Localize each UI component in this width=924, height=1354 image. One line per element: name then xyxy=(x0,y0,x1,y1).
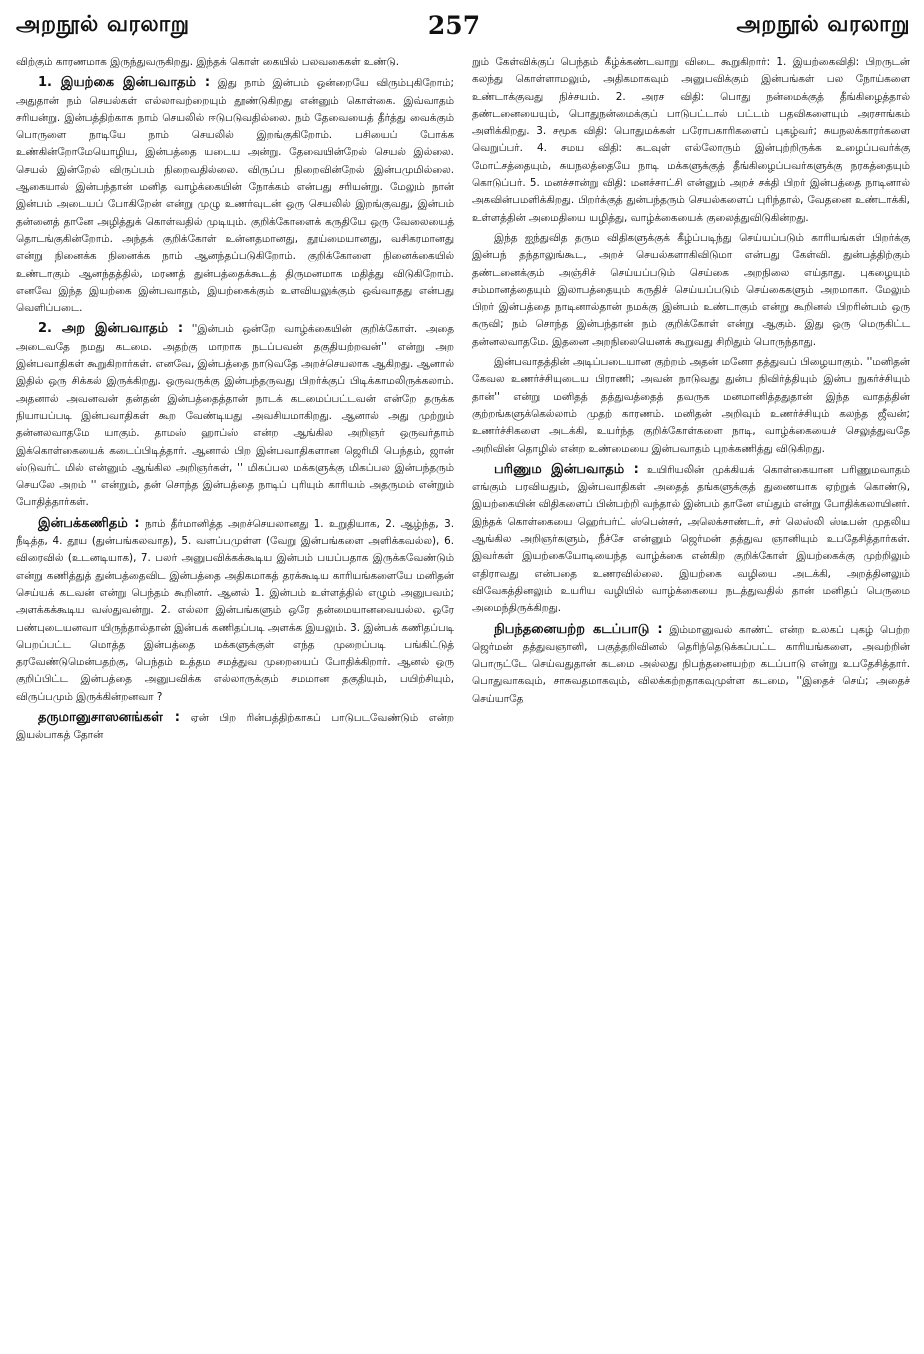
paragraph xyxy=(16,320,454,511)
text-columns xyxy=(16,54,910,748)
paragraph-text: ''இன்பம் ஒன்றே வாழ்க்கையின் குறிக்கோள். அதை அடைவதே நமது கடமை. அதற்கு மாறாக நடப்பவன் தகுதியற்றவன்'' என்று அற இன்பவாதிகள் கூறுகிறார்கள். எனவே, இன்பத்தை நாடுவதே அறச்செயலாக ஆகிறது. ஆனால் இதில் ஒரு சிக்கல் இருக்கிறது. ஒருவருக்கு இன்பந்தருவது பிறர்க்குப் பிடிக்காமலிருக்கலாம். அதனால் அவனவன் தன்தன் இன்பத்தைத்தான் நாடக் கடமைப்பட்டவன் என்றே தருக்க நியாயப்படி இன்பவாதிகள் கூற வேண்டியது அவசியமாகிறது. ஆனால் அது முற்றும் தன்னலவாதமே யாகும். தாமஸ் ஹாப்ஸ் என்ற ஆங்கில அறிஞர் ஒருவர்தாம் இக்கொள்கையைக் கடைப்பிடித்தார். ஆனால் பிற இன்பவாதிகளான ஜெரிமி பெந்தம், ஜான் ஸ்டுவர்ட் மில் என்னும் ஆங்கில அறிஞர்கள், '' மிகப்பல மக்களுக்கு மிகப்பல இன்பந்தரும் செயலே அறம் '' என்றும், தன் சொந்த இன்பத்தை நாடிப் புரியும் காரியம் அதருமம் என்றும் போதித்தார்கள். xyxy=(16,323,454,509)
running-title-left: அறநூல் வரலாறு xyxy=(16,12,190,37)
paragraph xyxy=(472,461,910,618)
section-heading: 1. இயற்கை இன்பவாதம் : xyxy=(38,75,211,91)
left-column xyxy=(16,54,454,748)
paragraph xyxy=(16,709,454,745)
paragraph: றும் கேள்விக்குப் பெந்தம் கீழ்க்கண்டவாறு விடை கூறுகிறார்: 1. இயற்கைவிதி: பிறருடன் கலந்து கொள்ளாமலும், அதிகமாகவும் அனுபவிக்கும் இன்பங்கள் பல நோய்களை உண்டாக்குவது நிச்சயம். 2. அரச விதி: பொது நன்மைக்குத் தீங்கிழைத்தால் தண்டனையையும், பொதுநன்மைக்குப் பாடுபட்டால் பட்டம் பதவிகளையும் அரசாங்கம் அளிக்கிறது. 3. சமூக விதி: பொதுமக்கள் பரோபகாரிகளைப் புகழ்வர்; சுயநலக்காரர்களை வெறுப்பர். 4. சமய விதி: கடவுள் எல்லோரும் இன்புற்றிருக்க உழைப்பவர்க்கு மோட்சத்தையும், சுயநலத்தையே நாடி மக்களுக்குத் தீங்கிழைப்பவர்களுக்கு நரகத்தையும் கொடுப்பர். 5. மனச்சான்று விதி: மனச்சாட்சி என்னும் அறச் சக்தி பிறர் இன்பத்தை நாடினால் அகவின்பமளிக்கிறது. பிறர்க்குத் துன்பந்தரும் செயல்களைப் புரிந்தால், வேதனை உண்டாக்கி, உள்ளத்தின் அமைதியை யழித்து, வாழ்க்கையைக் குலைத்துவிடுகின்றது. xyxy=(472,56,910,224)
paragraph: இந்த ஐந்துவித தரும விதிகளுக்குக் கீழ்ப்படிந்து செய்யப்படும் காரியங்கள் பிறர்க்கு இன்பந் தந்தாலுங்கூட, அறச் செயல்களாகிவிடுமா என்பது கேள்வி. துன்பத்திற்கும் தண்டனைக்கும் அஞ்சிச் செய்யப்படும் செய்கை அறநிலை எய்தாது. புகழையும் சம்மானத்தையும் இலாபத்தையும் கருதிச் செய்யப்படும் செய்கைகளும் அறமாகா. மேலும் பிறர் இன்பத்தை நாடினால்தான் நமக்கு இன்பம் உண்டாகும் என்று கூறினல் பிறரின்பம் ஒரு கருவி; நம் சொந்த இன்பந்தான் நம் குறிக்கோள் என்று ஆகும். இது ஒரு மெருகிட்ட தன்னலவாதமே. இதனை அறநிலையெனக் கூறுவது சிறிதும் பொருந்தாது. xyxy=(472,231,910,348)
section-heading: நிபந்தனையற்ற கடப்பாடு : xyxy=(494,621,663,637)
paragraph xyxy=(16,515,454,706)
paragraph-text: நாம் தீர்மானித்த அறச்செயலானது 1. உறுதியாக, 2. ஆழ்ந்த, 3. நீடித்த, 4. தூய (துன்பங்கலவாத), 5. வளப்பமுள்ள (வேறு இன்பங்களை அளிக்கவல்ல), 6. விரைவில் (உடனடியாக), 7. பலர் அனுபவிக்கக்கூடிய இன்பம் பயப்பதாக இருக்கவேண்டும் என்று கணித்துத் துன்பத்தைவிட இன்பத்தை அதிகமாகத் தரக்கூடிய காரியங்களையே மனிதன் செய்யக் கடவன் என்று பெந்தம் கூறினர். ஆனல் 1. இன்பம் உள்ளத்தில் எழும் அனுபவம்; அளக்கக்கூடிய வஸ்துவன்று. 2. எல்லா இன்பங்களும் ஒரே தன்மையானவையல்ல. ஒரே பண்புடையனவா யிருந்தால்தான் இன்பக் கணிதப்படி அளக்க இயலும். 3. இன்பக் கணிதப்படி பெறப்பட்ட மொத்த இன்பத்தை மக்களுக்குள் எந்த முறைப்படி பங்கிட்டுத் தரவேண்டுமென்பதற்கு, பெந்தம் உத்தம சமத்துவ முறையைப் போதிக்கிறார். ஆனல் ஒரு குறிப்பிட்ட இன்பத்தை அனுபவிக்க எல்லாருக்கும் சமமான தகுதியும், பயிற்சியும், விருப்பமும் இருக்கின்றனவா ? xyxy=(16,517,455,703)
paragraph: விற்கும் காரணமாக இருந்துவருகிறது. இந்தக் கொள் கையில் பலவகைகள் உண்டு. xyxy=(16,56,400,68)
right-column xyxy=(472,54,910,748)
paragraph-text: இது நாம் இன்பம் ஒன்றையே விரும்புகிறோம்; அதுதான் நம் செயல்கள் எல்லாவற்றையும் தூண்டுகிறது என்னும் கொள்கை. இவ்வாதம் சரியன்று. இன்பத்திற்காக நாம் செயலில் ஈடுபடுவதில்லை. நம் தேவையைத் தீர்த்து வைக்கும் பொருளை நாடியே நாம் செயலில் இறங்குகிறோம். பசியைப் போக்க உண்கின்றோமேயொழிய, இன்பத்தை யடைய அன்று. தேவையின்றேல் செயல் இல்லை. செயல் இன்றேல் விருப்பம் நிறைவதில்லை. விருப்ப நிறைவின்றேல் இன்பமுமில்லை. ஆகையால் இன்பந்தான் மனித வாழ்க்கையின் நோக்கம் என்பது சரியன்று. மேலும் நான் இன்பம் அடையப் போகிறேன் என்று முழு உணர்வுடன் ஒரு செயலில் இறங்குவது, இன்பம் தன்னைத் தானே அழித்துக் கொள்வதில் முடியும். குறிக்கோளைக் கருதியே ஒரு வேலையைத் தொடங்குகின்றோம். அந்தக் குறிக்கோள் உன்னதமானது, தூய்மையானது, வசிகரமானது என்று நினைக்க நினைக்க நாம் ஆனந்தப்படுகிறோம். குறிக்கோளை நினைக்கையில் உண்டாகும் ஆனந்தத்தில், மரணத் துன்பத்தைக்கூடத் திருமனமாக மதித்து விடுகிறோம். எனவே இந்த இயற்கை இன்பவாதம், இயற்கைக்கும் உளவியலுக்கும் ஒவ்வாதது என்பது வெளிப்படை. xyxy=(16,77,454,315)
paragraph-text: இம்மானுவல் காண்ட் என்ற உலகப் புகழ் பெற்ற ஜெர்மன் தத்துவஞானி, பகுத்தறிவினல் தெரிந்தெடுக்கப்பட்ட காரியங்களை, அவற்றின் பொருட்டே செய்வதுதான் கடமை அல்லது நிபந்தனையற்ற கடப்பாடு என்று உபதேசித்தார். பொதுவாகவும், சாசுவதமாகவும், விலக்கற்றதாகவுமுள்ள கடமை, ''இதைச் செய்; அதைச் செய்யாதே xyxy=(472,623,910,705)
page-header xyxy=(16,6,910,40)
section-heading: தருமானுசாஸனங்கள் : xyxy=(38,709,180,725)
paragraph xyxy=(16,74,454,317)
paragraph: இன்பவாதத்தின் அடிப்படையான குற்றம் அதன் மனோ தத்துவப் பிழையாகும். ''மனிதன் கேவல உணர்ச்சியுடைய பிராணி; அவன் நாடுவது துன்ப நிவிர்த்தியும் இன்ப நுகர்ச்சியும் தான்'' என்று மனிதத் தத்துவத்தைத் தவருக மனமானித்ததுதான் இந்த வாதத்தின் குற்றங்களுக்கெல்லாம் முதற் காரணம். மனிதன் அறிவும் உணர்ச்சியும் கலந்த ஜீவன்; உணர்ச்சிகளை அடக்கி, உயர்ந்த குறிக்கோள்களை நாடி, வாழ்க்கையைச் செலுத்துவதே அறிவின் தொழில் என்ற உண்மையை இன்பவாதம் புறக்கணித்து விடுகிறது. xyxy=(472,356,910,455)
section-heading: இன்பக்கணிதம் : xyxy=(38,515,140,531)
paragraph-text: ஏன் பிற ரின்பத்திற்காகப் பாடுபடவேண்டும் என்ற இயல்பாகத் தோன் xyxy=(16,711,454,742)
paragraph-text: உயிரியலின் முக்கியக் கொள்கையான பரிணுமவாதம் எங்கும் பரவியதும், இன்பவாதிகள் அதைத் தங்களுக்குத் துணையாக ஏற்றுக் கொண்டு, இயற்கையின் விதிகளைப் பின்பற்றி வந்தால் இன்பம் தானே எய்தும் என்று போதிக்கலாயினர். இந்தக் கொள்கையை ஹெர்பர்ட் ஸ்பென்சர், அலெக்சாண்டர், சர் லெஸ்லி ஸ்டீபன் முதலிய ஆங்கில அறிஞர்களும், நீச்சே என்னும் ஜெர்மன் தத்துவ ஞானியும் உபதேசித்தார்கள். இவர்கள் இயற்கையோடியைந்த வாழ்க்கை என்கிற குறிக்கோள் இயற்கைக்கு முற்றிலும் எதிராவது என்பதை உணரவில்லை. இயற்கை வழியை அடக்கி, அறத்தினலும் விவேகத்தினலும் உயரிய வழியில் வாழ்க்கையை நடத்துவதில் தான் மனிதப் பெருமை அமைந்திருக்கிறது. xyxy=(472,463,910,615)
section-heading: 2. அற இன்பவாதம் : xyxy=(38,321,184,337)
section-heading: பரிணும இன்பவாதம் : xyxy=(494,461,639,477)
running-title-right: அறநூல் வரலாறு xyxy=(736,12,910,37)
page-number: 257 xyxy=(427,11,481,40)
paragraph xyxy=(472,621,910,708)
